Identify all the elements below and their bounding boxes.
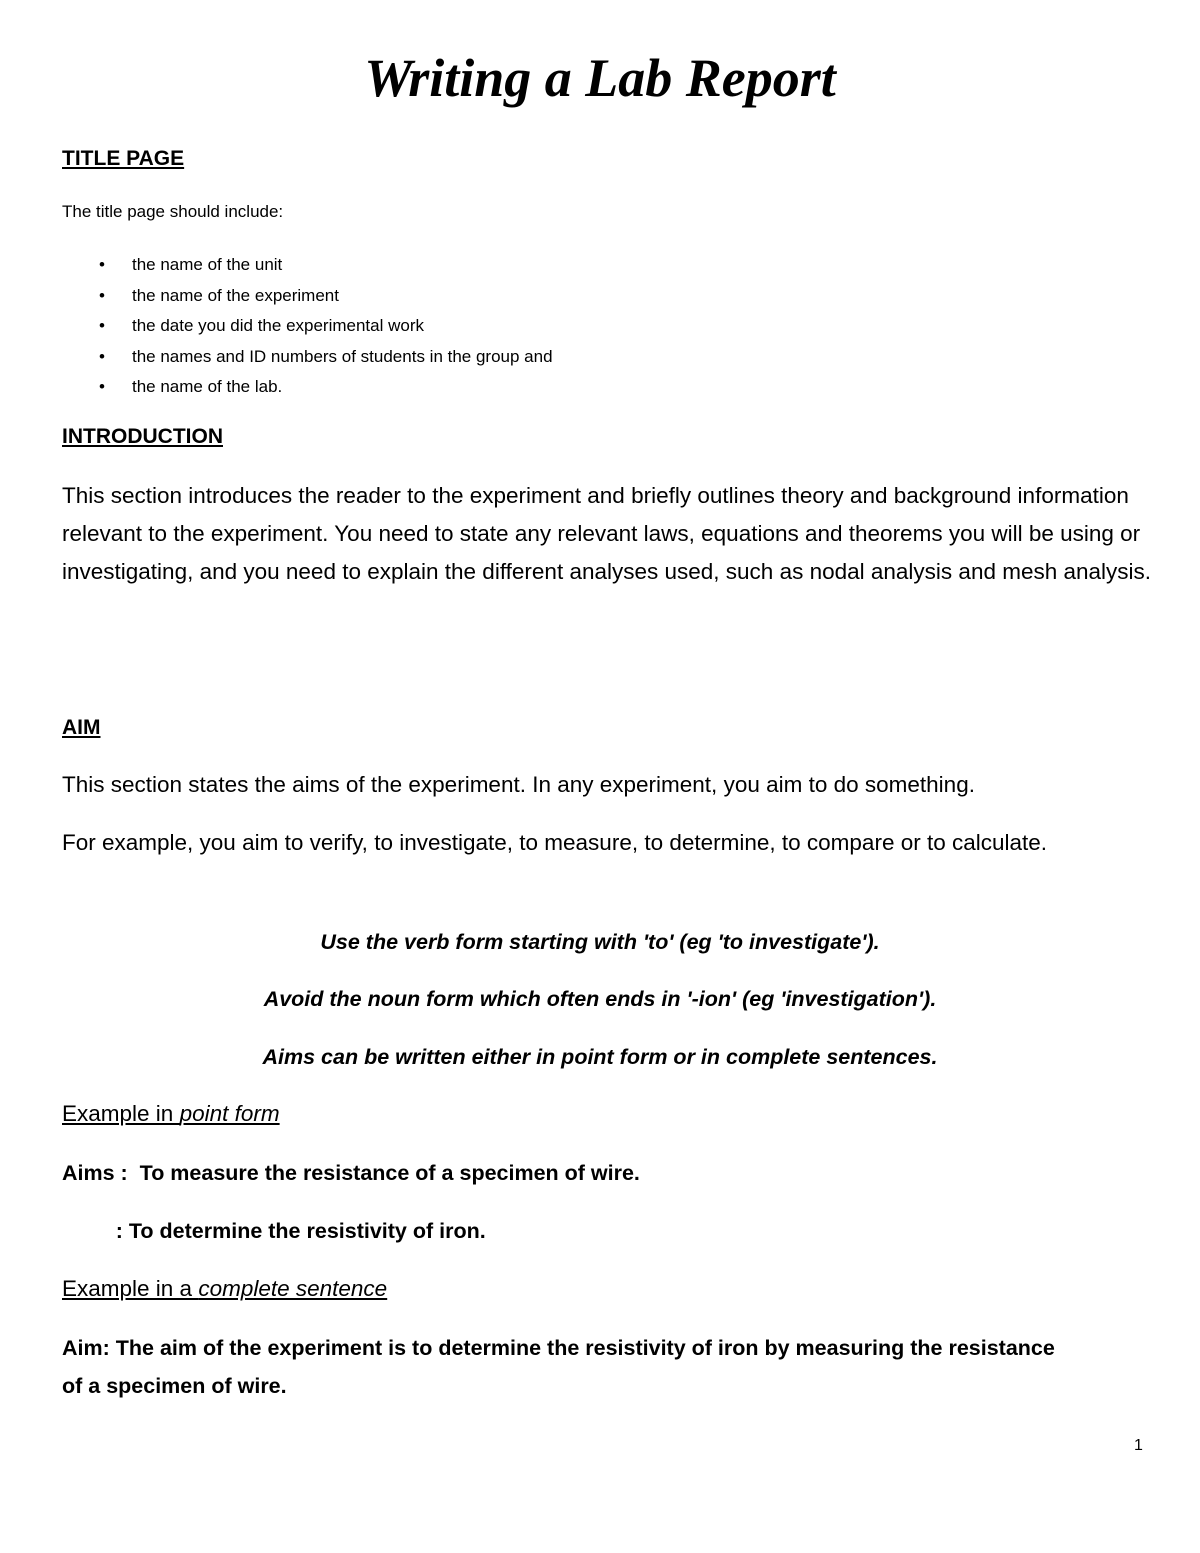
aim-note-verb-form: Use the verb form starting with 'to' (eg 'to investigate'). — [320, 930, 880, 954]
aim-note-noun-form: Avoid the noun form which often ends in '-ion' (eg 'investigation'). — [263, 987, 937, 1011]
bullet-icon: • — [99, 255, 105, 274]
page-number: 1 — [1134, 1437, 1143, 1454]
list-item-text: the name of the unit — [132, 255, 283, 274]
list-item — [62, 281, 553, 312]
introduction-paragraph: This section introduces the reader to the experiment and briefly outlines theory and background information relevant to the experiment. You need to state any relevant laws, equations and theorems you will be using or investigating, and you need to explain the different analyses used, such as nodal analysis and mesh analysis. — [62, 483, 1152, 584]
example-sentence-heading — [62, 1274, 387, 1304]
complete-sentence-aim: Aim: The aim of the experiment is to determine the resistivity of iron by measuring the resistance of a specimen of wire. — [62, 1336, 1055, 1398]
title-page-intro: The title page should include: — [62, 202, 284, 221]
title-page-list — [62, 250, 553, 403]
bullet-icon: • — [99, 377, 105, 396]
example-point-prefix: Example in — [62, 1101, 180, 1126]
example-sentence-emphasis: complete sentence — [198, 1276, 388, 1301]
list-item-text: the name of the lab. — [132, 377, 283, 396]
bullet-icon: • — [99, 346, 105, 366]
aim-heading: AIM — [62, 716, 101, 739]
bullet-icon: • — [99, 316, 105, 335]
title-page-heading: TITLE PAGE — [62, 147, 185, 170]
document-title: Writing a Lab Report — [364, 48, 836, 108]
point-form-aim-1: Aims : To measure the resistance of a specimen of wire. — [62, 1161, 640, 1185]
aim-paragraph-1: This section states the aims of the experiment. In any experiment, you aim to do something. — [62, 772, 975, 797]
introduction-heading: INTRODUCTION — [62, 425, 223, 448]
list-item — [62, 342, 553, 373]
list-item — [62, 372, 553, 403]
list-item-text: the name of the experiment — [132, 285, 339, 305]
aim-paragraph-2: For example, you aim to verify, to investigate, to measure, to determine, to compare or to calculate. — [62, 830, 1048, 855]
example-sentence-prefix: Example in a — [62, 1276, 199, 1301]
list-item — [62, 250, 553, 281]
example-point-emphasis: point form — [179, 1101, 280, 1126]
aim-note-point-or-sentence: Aims can be written either in point form or in complete sentences. — [262, 1045, 938, 1069]
list-item-text: the names and ID numbers of students in the group and — [132, 346, 553, 366]
list-item — [62, 311, 553, 342]
list-item-text: the date you did the experimental work — [132, 316, 425, 335]
point-form-aim-2: : To determine the resistivity of iron. — [62, 1219, 486, 1243]
bullet-icon: • — [99, 285, 105, 305]
example-point-form-heading — [62, 1099, 280, 1129]
